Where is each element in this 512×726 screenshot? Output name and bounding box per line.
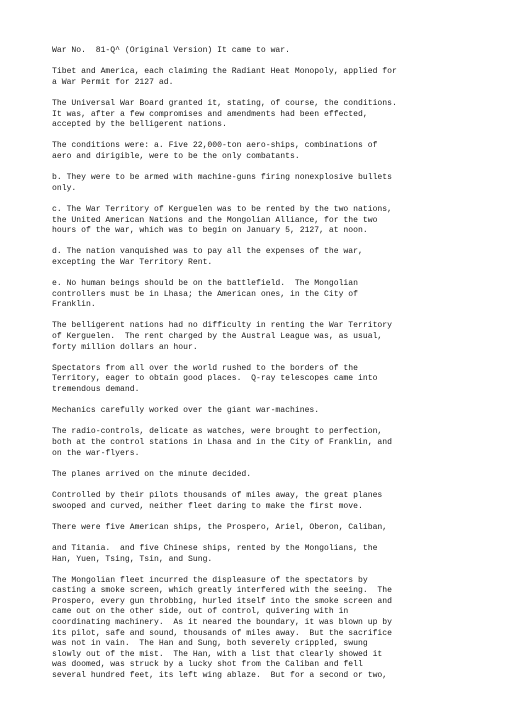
text-line: Han, Yuen, Tsing, Tsin, and Sung. — [52, 554, 213, 564]
text-line: Territory, eager to obtain good places. Q-ray telescopes came into — [52, 374, 378, 384]
text-line: c. The War Territory of Kerguelen was to be rented by the two nations, — [52, 204, 392, 214]
text-line: The belligerent nations had no difficulty in renting the War Territory — [52, 321, 392, 331]
text-line: Franklin. — [52, 300, 96, 310]
paragraph — [52, 99, 482, 131]
text-line: Controlled by their pilots thousands of miles away, the great planes — [52, 490, 383, 500]
text-line: several hundred feet, its left wing ablaze. But for a second or two, — [52, 671, 388, 681]
text-line: aero and dirigible, were to be the only combatants. — [52, 151, 300, 161]
text-line: The Universal War Board granted it, stating, of course, the conditions. — [52, 98, 397, 108]
text-line: The planes arrived on the minute decided. — [52, 469, 252, 479]
paragraph — [52, 576, 482, 682]
paragraph — [52, 321, 482, 353]
text-line: swooped and curved, neither fleet daring to make the first move. — [52, 501, 363, 511]
paragraph — [52, 523, 482, 534]
paragraph — [52, 46, 482, 57]
text-line: Prospero, every gun throbbing, hurled itself into the smoke screen and — [52, 596, 392, 606]
text-line: d. The nation vanquished was to pay all the expenses of the war, — [52, 247, 363, 257]
text-line: b. They were to be armed with machine-guns firing nonexplosive bullets — [52, 173, 392, 183]
paragraph — [52, 427, 482, 459]
paragraph — [52, 491, 482, 512]
paragraph — [52, 544, 482, 565]
text-line: casting a smoke screen, which greatly interfered with the seeing. The — [52, 586, 392, 596]
text-line: a War Permit for 2127 ad. — [52, 77, 174, 87]
text-line: Tibet and America, each claiming the Radiant Heat Monopoly, applied for — [52, 67, 397, 77]
text-line: on the war-flyers. — [52, 448, 140, 458]
paragraph — [52, 173, 482, 194]
text-line: excepting the War Territory Rent. — [52, 257, 213, 267]
paragraph — [52, 247, 482, 268]
text-line: War No. 81-Q^ (Original Version) It came to war. — [52, 46, 290, 55]
text-line: only. — [52, 183, 77, 193]
text-line: was not in vain. The Han and Sung, both severely crippled, swung — [52, 639, 368, 649]
text-line: e. No human beings should be on the battlefield. The Mongolian — [52, 279, 358, 289]
text-line: the United American Nations and the Mongolian Alliance, for the two — [52, 215, 378, 225]
text-line: slowly out of the mist. The Han, with a list that clearly showed it — [52, 649, 383, 659]
text-line: of Kerguelen. The rent charged by the Austral League was, as usual, — [52, 332, 383, 342]
text-line: The Mongolian fleet incurred the displeasure of the spectators by — [52, 575, 368, 585]
text-line: tremendous demand. — [52, 385, 140, 394]
text-line: its pilot, safe and sound, thousands of miles away. But the sacrifice — [52, 628, 392, 638]
text-line: accepted by the belligerent nations. — [52, 120, 227, 130]
paragraph — [52, 67, 482, 88]
text-line: and Titania. and five Chinese ships, rented by the Mongolians, the — [52, 543, 378, 553]
text-line: both at the control stations in Lhasa and in the City of Franklin, and — [52, 437, 392, 447]
text-line: Mechanics carefully worked over the giant war-machines. — [52, 406, 320, 416]
text-line: The radio-controls, delicate as watches, were brought to perfection, — [52, 427, 383, 437]
text-line: came out on the other side, out of control, quivering with in — [52, 607, 349, 617]
paragraph — [52, 141, 482, 162]
text-line: hours of the war, which was to begin on January 5, 2127, at noon. — [52, 226, 368, 236]
text-line: The conditions were: a. Five 22,000-ton aero-ships, combinations of — [52, 141, 378, 151]
paragraph — [52, 364, 482, 396]
paragraph — [52, 470, 482, 481]
paragraph — [52, 279, 482, 311]
text-line: coordinating machinery. As it neared the boundary, it was blown up by — [52, 618, 392, 628]
text-line: There were five American ships, the Prospero, Ariel, Oberon, Caliban, — [52, 522, 388, 532]
paragraph — [52, 406, 482, 417]
text-line: forty million dollars an hour. — [52, 342, 198, 352]
text-line: controllers must be in Lhasa; the American ones, in the City of — [52, 289, 358, 299]
paragraph — [52, 205, 482, 237]
text-line: Spectators from all over the world rushed to the borders of the — [52, 363, 358, 373]
text-line: was doomed, was struck by a lucky shot from the Caliban and fell — [52, 660, 363, 670]
text-line: It was, after a few compromises and amendments had been effected, — [52, 109, 368, 119]
